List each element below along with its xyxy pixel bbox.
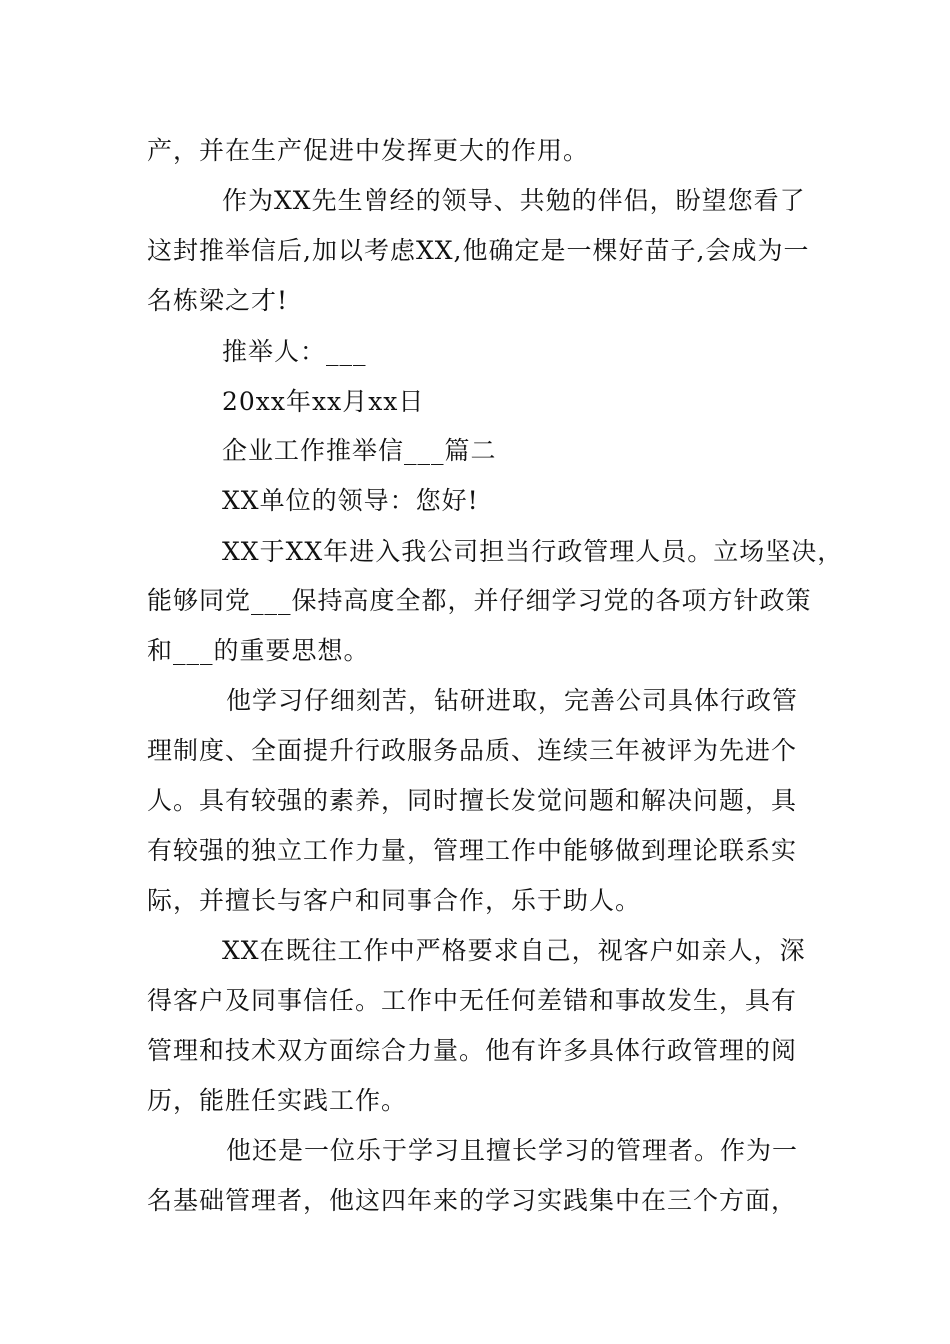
text-line: 他还是一位乐于学习且擅长学习的管理者。作为一 — [226, 1136, 799, 1165]
salutation: XX单位的领导：您好! — [222, 486, 479, 515]
text-line: 名基础管理者，他这四年来的学习实践集中在三个方面， — [147, 1186, 798, 1215]
date-line: 20xx年xx月xx日 — [222, 387, 425, 416]
recommender-label: 推举人：___ — [222, 337, 367, 366]
section-title: 企业工作推举信___篇二 — [222, 436, 497, 465]
text-line: XX在既往工作中严格要求自己，视客户如亲人，深 — [222, 936, 806, 965]
text-line: 这封推举信后,加以考虑XX,他确定是一棵好苗子,会成为一 — [147, 236, 810, 265]
text-line: 作为XX先生曾经的领导、共勉的伴侣，盼望您看了 — [222, 186, 806, 215]
text-line: 得客户及同事信任。工作中无任何差错和事故发生，具有 — [147, 986, 798, 1015]
text-line: 管理和技术双方面综合力量。他有许多具体行政管理的阅 — [147, 1036, 798, 1065]
text-line: 理制度、全面提升行政服务品质、连续三年被评为先进个 — [147, 736, 798, 765]
text-line: 历，能胜任实践工作。 — [147, 1086, 408, 1115]
text-line: 名栋梁之才! — [147, 286, 289, 315]
text-line: 有较强的独立工作力量，管理工作中能够做到理论联系实 — [147, 836, 798, 865]
text-line: 能够同党___保持高度全都，并仔细学习党的各项方针政策 — [147, 586, 812, 615]
text-line: 际，并擅长与客户和同事合作，乐于助人。 — [147, 886, 642, 915]
text-line: XX于XX年进入我公司担当行政管理人员。立场坚决， — [222, 537, 844, 566]
text-line: 产，并在生产促进中发挥更大的作用。 — [147, 136, 590, 165]
text-line: 和___的重要思想。 — [147, 636, 370, 665]
text-line: 他学习仔细刻苦，钻研进取，完善公司具体行政管 — [226, 686, 799, 715]
text-line: 人。具有较强的素养，同时擅长发觉问题和解决问题，具 — [147, 786, 798, 815]
